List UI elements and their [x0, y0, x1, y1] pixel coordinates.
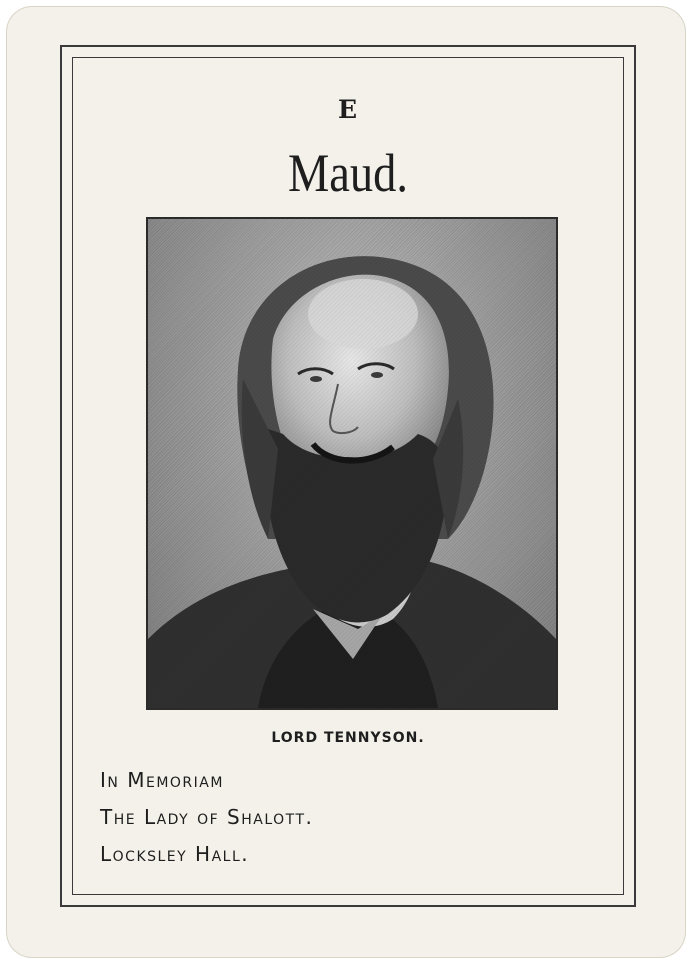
portrait-image [146, 217, 558, 710]
work-item: Locksley Hall. [100, 842, 250, 866]
works-list [100, 762, 313, 873]
work-item: In Memoriam [100, 768, 224, 792]
card-title: Maud. [288, 143, 408, 203]
portrait-caption: LORD TENNYSON. [271, 730, 425, 746]
card-letter: E [337, 95, 359, 124]
work-item: The Lady of Shalott. [100, 805, 314, 829]
bearded-man-portrait-icon [148, 219, 556, 708]
